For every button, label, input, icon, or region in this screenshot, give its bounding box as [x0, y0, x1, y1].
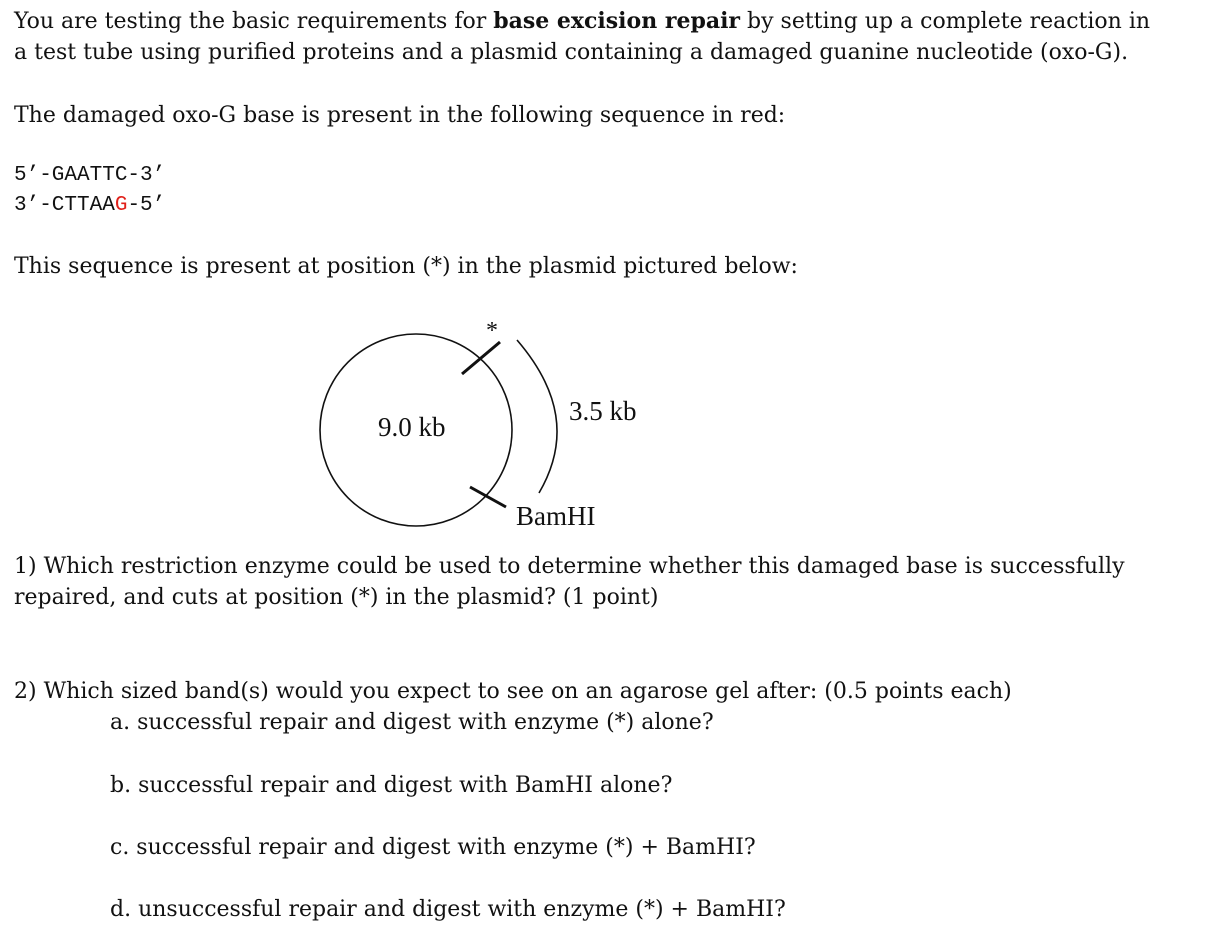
plasmid-size-label: 9.0 kb — [378, 412, 446, 442]
bamhi-site-tick — [470, 487, 506, 507]
plasmid-intro: This sequence is present at position (*) in the plasmid pictured below: — [14, 254, 798, 279]
intro-line-2: a test tube using purified proteins and a plasmid containing a damaged guanine nucleotide (oxo-G). — [14, 40, 1129, 65]
intro-text-a: You are testing the basic requirements for — [14, 9, 494, 34]
question-2a: a. successful repair and digest with enzyme (*) alone? — [110, 710, 714, 735]
question-2c: c. successful repair and digest with enzyme (*) + BamHI? — [110, 835, 756, 860]
intro-bold-term: base excision repair — [493, 8, 741, 34]
sequence-intro: The damaged oxo-G base is present in the following sequence in red: — [14, 103, 786, 128]
question-2b: b. successful repair and digest with BamHI alone? — [110, 773, 673, 798]
question-2d: d. unsuccessful repair and digest with enzyme (*) + BamHI? — [110, 897, 786, 922]
site-star-tick — [462, 342, 500, 374]
sequence-top-strand: 5’-GAATTC-3’ — [14, 164, 166, 187]
question-2-stem: 2) Which sized band(s) would you expect to see on an agarose gel after: (0.5 points each) — [14, 679, 1012, 704]
star-marker: * — [486, 318, 498, 344]
intro-text-b: by setting up a complete reaction in — [740, 9, 1151, 34]
fragment-arc — [517, 340, 557, 493]
damaged-base: G — [114, 194, 128, 217]
question-1-line-1: 1) Which restriction enzyme could be used to determine whether this damaged base is successfully — [14, 554, 1125, 579]
bottom-suffix: -5’ — [127, 194, 166, 217]
fragment-size-label: 3.5 kb — [569, 396, 637, 426]
bamhi-label: BamHI — [516, 501, 596, 531]
question-1-line-2: repaired, and cuts at position (*) in the plasmid? (1 point) — [14, 585, 659, 610]
bottom-prefix: 3’-CTTAA — [14, 194, 115, 217]
